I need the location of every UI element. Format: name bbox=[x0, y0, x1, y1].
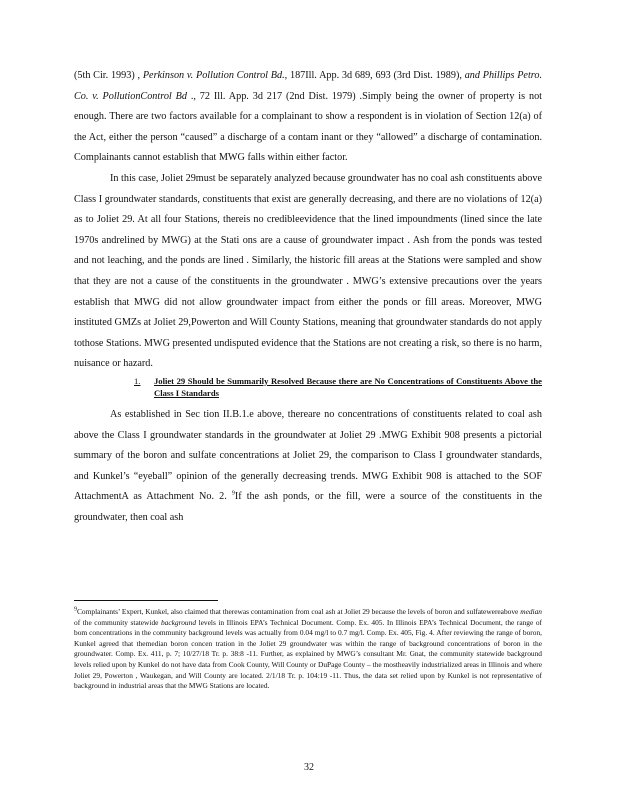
paragraph-1 bbox=[74, 66, 542, 169]
footnote-number: 9 bbox=[74, 606, 77, 613]
footnote-text: levels in Illinois EPA’s Technical Document. Comp. Ex. 405. In Illinois EPA’s Technical Document, the range of bom concentrations in the community background levels was actually from 0.04 mg/l to 0.7 mg/l. Comp. Ex. 405, Fig. 4. After reviewing the range of boron, Kunkel agreed that themedian boron concen tration in the Joliet 29 groundwater was within the range of background concentrations of boron in the groundwater. Comp. Ex. 411, p. 7; 10/27/18 Tr. p. 38:8 -11. Further, as explained by MWG’s consultant Mr. Gnat, the community statewide background levels relied upon by Kunkel do not have data from Cook County, Will County or DuPage County – the mostheavily industrialized areas in Illinois and where Joliet 29, Powerton , Waukegan, and Will County are located. 2/1/18 Tr. p. 104:19 -11. Thus, the data set relied upon by Kunkel is not representative of background in industrial areas that the MWG Stations are located. bbox=[74, 617, 542, 691]
case-name: and Phillips Petro. Co. v. PollutionControl Bd bbox=[74, 70, 543, 102]
paragraph-text: ., 72 Ill. App. 3d 217 (2nd Dist. 1979) .Simply being the owner of property is not enough. There are two factors available for a complainant to show a respondent is in violation of Section 12(a) of the Act, either the person “caused” a discharge of a contam inant or they “allowed” a discharge of contamination. Complainants cannot establish that MWG falls within either factor. bbox=[74, 90, 542, 164]
footnote-text: Complainants’ Expert, Kunkel, also claimed that therewas contamination from coal ash at Joliet 29 because the levels of boron and sulfatewereabove bbox=[77, 607, 519, 616]
case-citation: , 187Ill. App. 3d 689, 693 (3rd Dist. 1989), bbox=[284, 70, 462, 81]
heading-number: 1. bbox=[134, 375, 141, 386]
footnote-text: of the community statewide bbox=[74, 617, 159, 627]
footnote-emphasis: background bbox=[160, 617, 197, 627]
paragraph-3 bbox=[74, 405, 542, 529]
footnote bbox=[74, 607, 542, 692]
footnote-emphasis: median bbox=[520, 607, 542, 616]
body-text bbox=[74, 66, 542, 528]
footnote-marker: 9 bbox=[231, 490, 235, 497]
page-number: 32 bbox=[304, 762, 314, 773]
paragraph-text: If the ash ponds, or the fill, were a source of the constituents in the groundwater, then coal ash bbox=[74, 491, 543, 523]
case-name: Perkinson v. Pollution Control Bd. bbox=[142, 70, 285, 81]
section-heading bbox=[74, 375, 542, 399]
paragraph-2: In this case, Joliet 29must be separately analyzed because groundwater has no coal ash constituents above Class I groundwater standards, constituents that exist are generally decreasing, and there are no violations of 12(a) as to Joliet 29. At all four Stations, thereis no credibleevidence that the lined impoundments (lined since the late 1970s andrelined by MWG) at the Stati ons are a cause of groundwater impact . Ash from the ponds was tested and not leaching, and the ponds are lined . Similarly, the historic fill areas at the Stations were sampled and show that they are not a cause of the constituents in the groundwater . MWG’s extensive precautions over the years establish that MWG did not allow groundwater impact from either the ponds or fill areas. Moreover, MWG instituted GMZs at Joliet 29,Powerton and Will County Stations, meaning that groundwater standards do not apply tothose Stations. MWG presented undisputed evidence that the Stations are not creating a risk, so there is no harm, nuisance or hazard. bbox=[74, 172, 542, 370]
citation-continued: (5th Cir. 1993) , bbox=[74, 70, 141, 81]
paragraph-text: As established in Sec tion II.B.1.e above, thereare no concentrations of constituents related to coal ash above the Class I groundwater standards in the groundwater at Joliet 29 .MWG Exhibit 908 presents a pictorial summary of the boron and sulfate concentrations at Joliet 29, the comparison to Class I groundwater standards, and Kunkel’s “eyeball” opinion of the generally decreasing trends. MWG Exhibit 908 is attached to the SOF AttachmentA as Attachment No. 2. bbox=[74, 408, 542, 503]
heading-text: Joliet 29 Should be Summarily Resolved Because there are No Concentrations of Constituents Above the Class I Standards bbox=[154, 375, 542, 398]
footnote-divider bbox=[74, 600, 218, 601]
